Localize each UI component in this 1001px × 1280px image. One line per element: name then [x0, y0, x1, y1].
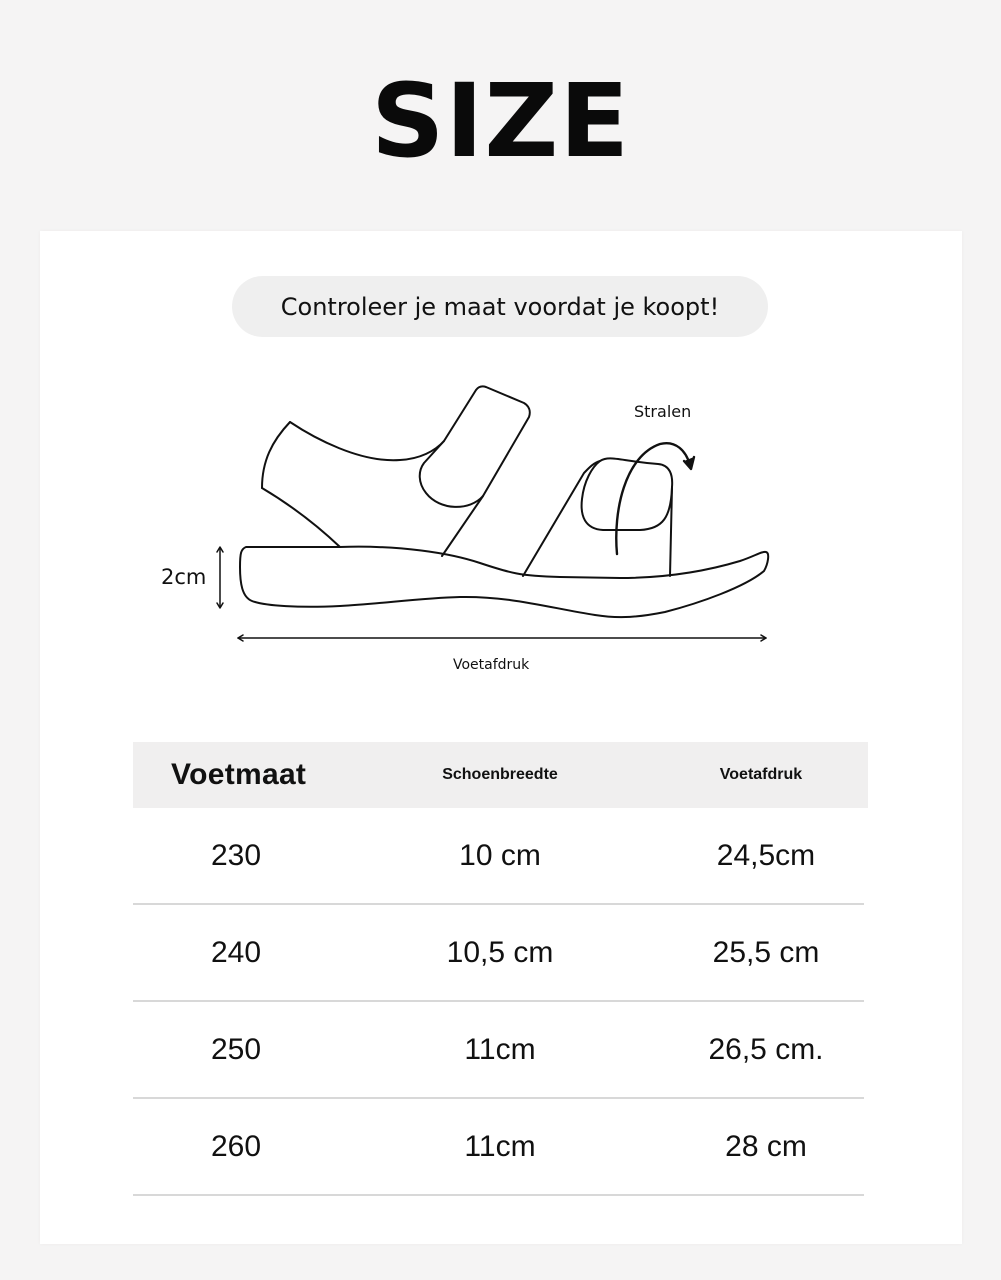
sole-height-label: 2cm	[161, 565, 207, 589]
cell-foot-size: 240	[210, 935, 262, 969]
sandal-diagram	[40, 231, 962, 711]
sandal-illustration-icon	[40, 231, 962, 711]
table-row	[133, 905, 864, 1002]
cell-footprint: 26,5 cm.	[708, 1032, 824, 1066]
size-table	[133, 742, 868, 1196]
flex-label: Stralen	[634, 402, 692, 421]
cell-foot-size: 230	[210, 838, 262, 872]
cell-shoe-width: 10 cm	[459, 838, 541, 872]
column-header-foot-size: Voetmaat	[171, 758, 307, 791]
cell-footprint: 24,5cm	[716, 838, 816, 872]
column-header-shoe-width: Schoenbreedte	[442, 766, 558, 783]
size-guide-card	[40, 231, 962, 1244]
table-row	[133, 1099, 864, 1196]
cell-shoe-width: 10,5 cm	[446, 935, 554, 969]
table-header	[133, 742, 868, 808]
cell-shoe-width: 11cm	[464, 1032, 536, 1066]
cell-footprint: 25,5 cm	[712, 935, 820, 969]
cell-footprint: 28 cm	[725, 1129, 807, 1163]
cell-foot-size: 260	[210, 1129, 262, 1163]
column-header-footprint: Voetafdruk	[719, 766, 803, 783]
table-row	[133, 1002, 864, 1099]
page-title: SIZE	[370, 62, 631, 181]
table-row	[133, 808, 864, 905]
notice-text: Controleer je maat voordat je koopt!	[280, 292, 720, 321]
cell-shoe-width: 11cm	[464, 1129, 536, 1163]
cell-foot-size: 250	[210, 1032, 262, 1066]
footprint-length-label: Voetafdruk	[453, 657, 530, 673]
